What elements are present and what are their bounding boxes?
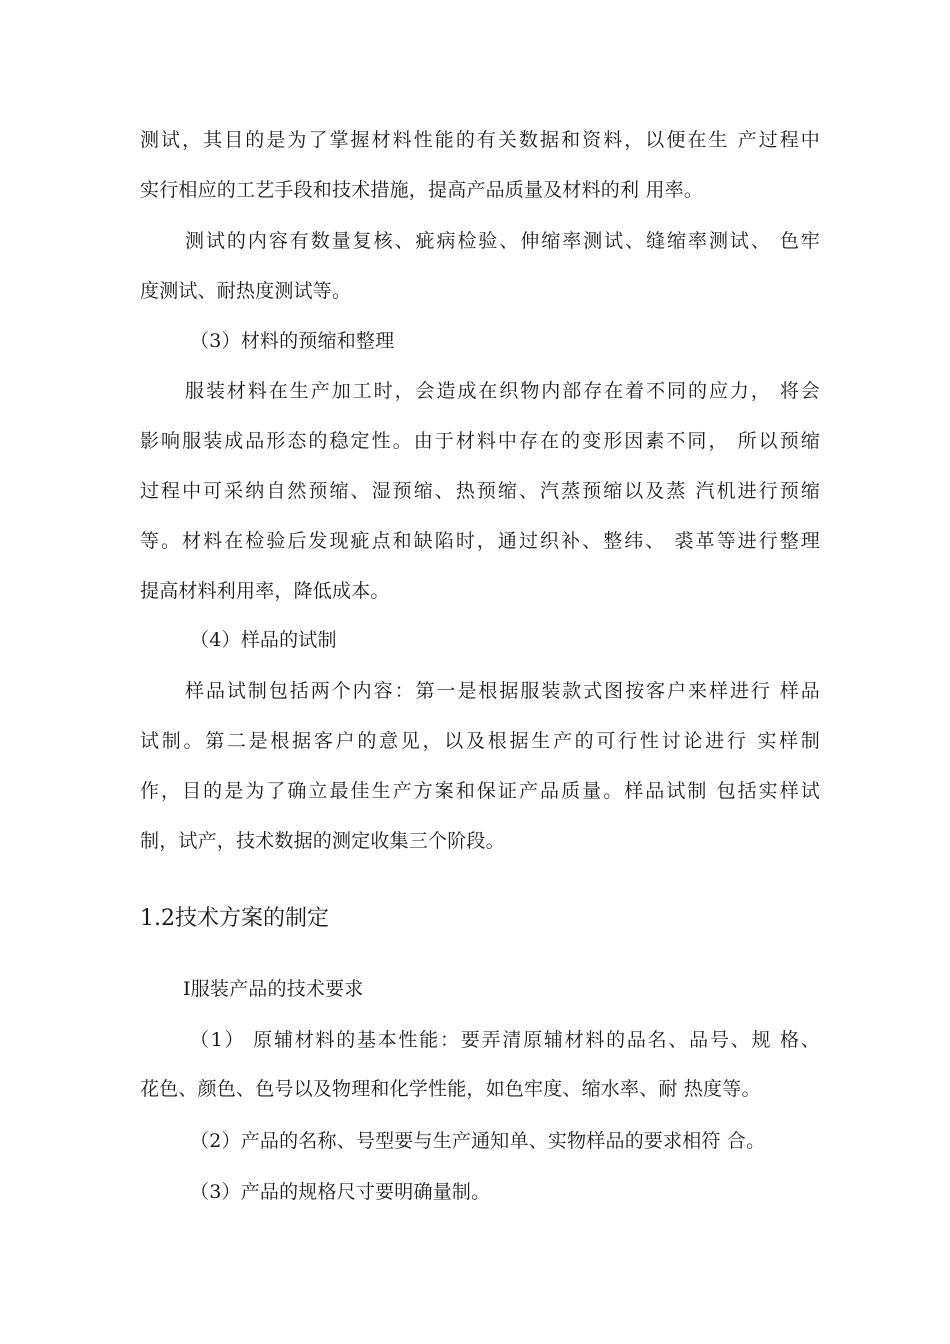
paragraph-line: 等。材料在检验后发现疵点和缺陷时，通过织补、整纬、 裘革等进行整理 — [140, 530, 820, 552]
paragraph-line: 实行相应的工艺手段和技术措施，提高产品质量及材料的利 用率。 — [140, 179, 704, 201]
paragraph-line: 服装材料在生产加工时，会造成在织物内部存在着不同的应力， 将会 — [185, 380, 820, 402]
subsection-title: Ⅰ服装产品的技术要求 — [183, 978, 364, 1000]
list-item: （2）产品的名称、号型要与生产通知单、实物样品的要求相符 合。 — [190, 1130, 766, 1152]
paragraph-line: 影响服装成品形态的稳定性。由于材料中存在的变形因素不同， 所以预缩 — [140, 430, 820, 452]
paragraph-line: 测试，其目的是为了掌握材料性能的有关数据和资料，以便在生 产过程中 — [140, 129, 820, 151]
list-item-line: 花色、颜色、色号以及物理和化学性能，如色牢度、缩水率、耐 热度等。 — [140, 1078, 761, 1100]
section-heading: 1.2技术方案的制定 — [140, 906, 329, 931]
list-item: （3）产品的规格尺寸要明确量制。 — [190, 1181, 491, 1203]
subsection-title: （3）材料的预缩和整理 — [190, 330, 395, 352]
paragraph-line: 测试的内容有数量复核、疵病检验、伸缩率测试、缝缩率测试、 色牢 — [185, 230, 820, 252]
paragraph-line: 提高材料利用率，降低成本。 — [140, 580, 390, 602]
paragraph-line: 过程中可采纳自然预缩、湿预缩、热预缩、汽蒸预缩以及蒸 汽机进行预缩 — [140, 480, 820, 502]
list-item-line: （1） 原辅材料的基本性能：要弄清原辅材料的品名、品号、规 格、 — [190, 1029, 820, 1051]
paragraph-line: 作，目的是为了确立最佳生产方案和保证产品质量。样品试制 包括实样试 — [140, 780, 820, 802]
subsection-title: （4）样品的试制 — [190, 629, 337, 651]
paragraph-line: 度测试、耐热度测试等。 — [140, 280, 352, 302]
paragraph-line: 样品试制包括两个内容：第一是根据服装款式图按客户来样进行 样品 — [185, 680, 820, 702]
paragraph-line: 制，试产，技术数据的测定收集三个阶段。 — [140, 830, 505, 852]
paragraph-line: 试制。第二是根据客户的意见，以及根据生产的可行性讨论进行 实样制 — [140, 730, 820, 752]
